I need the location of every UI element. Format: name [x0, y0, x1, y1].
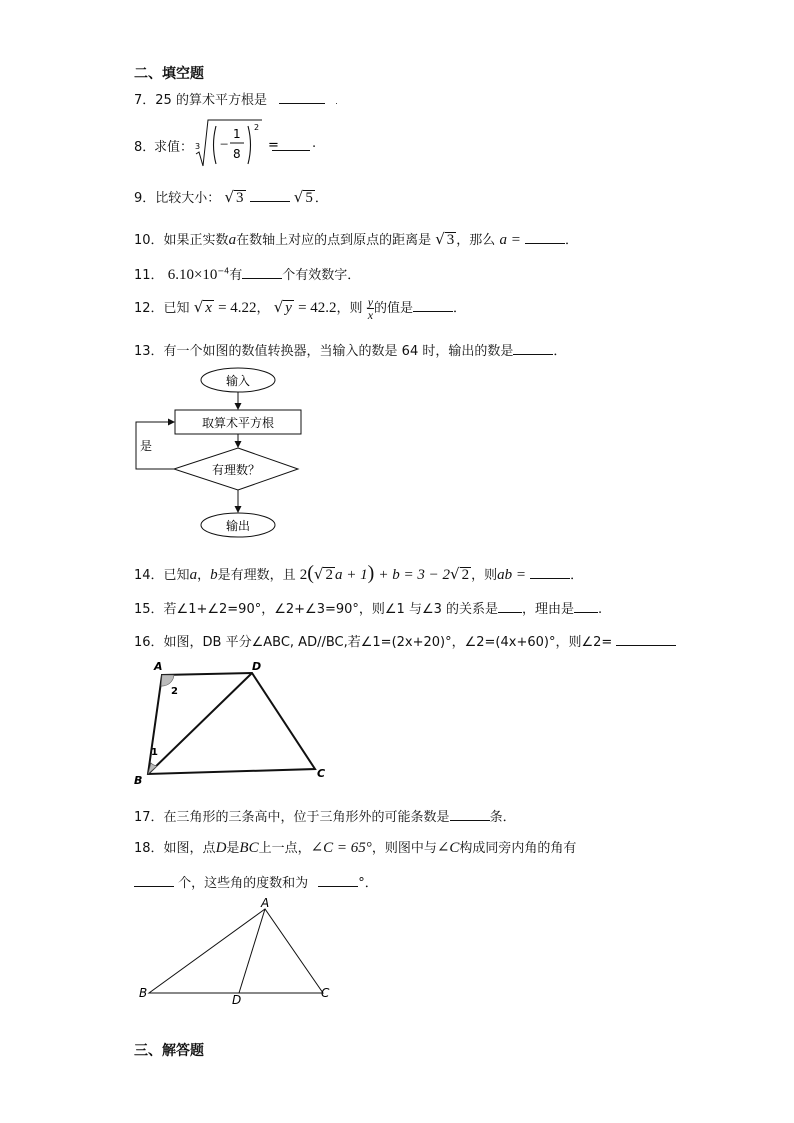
question-number: 16．	[134, 635, 164, 650]
answer-blank	[318, 874, 358, 887]
flowchart-diagram	[130, 365, 310, 545]
question-12: 12．已知 √ x = 4.22， √ y = 42.2，则 $\frac{y}{x}$ 的值是 ．	[134, 295, 467, 322]
equals-sign: =	[268, 138, 279, 153]
triangle-abc	[149, 909, 323, 993]
question-number: 8．	[134, 140, 156, 155]
question-prefix: 比较大小：	[155, 191, 221, 206]
question-15: 15．若∠1+∠2=90°，∠2+∠3=90°，则∠1 与∠3 的关系是 ，理由是 .	[134, 602, 603, 617]
vertex-label-d: D	[232, 993, 242, 1007]
angle-label-1: 1	[151, 747, 158, 758]
section-heading-answer: 三、解答题	[134, 1043, 204, 1059]
question-number: 17．	[134, 810, 164, 825]
question-18	[134, 837, 576, 857]
question-number: 15．	[134, 602, 164, 617]
angle-label-2: 2	[171, 686, 178, 697]
root-index: 3	[195, 142, 201, 151]
question-text: 已知	[163, 568, 190, 583]
fraction-y-over-x: $\frac{y}{x}$	[367, 295, 374, 322]
question-text: 上一点，	[258, 841, 311, 856]
question-text: 有一个如图的数值转换器，当输入的数是 64 时，输出的数是	[163, 344, 514, 359]
expression: ab =	[497, 567, 526, 583]
question-9: 9．比较大小： √ 3 √ 5 ．	[134, 188, 328, 206]
question-text: 个有效数字．	[282, 268, 361, 283]
answer-blank	[574, 600, 598, 613]
sqrt-icon: √	[435, 230, 445, 248]
coefficient: 2	[299, 567, 308, 583]
vertex-label-a: A	[261, 896, 270, 910]
radicand: 3	[446, 232, 455, 248]
vertex-label-d: D	[252, 660, 262, 673]
segment-ad	[239, 909, 265, 993]
question-text: 个，这些角的度数和为	[178, 876, 309, 891]
segment-bc: BC	[239, 840, 259, 856]
question-text: ，那么	[456, 233, 496, 248]
decision-label: 有理数？	[211, 463, 261, 477]
equation: a =	[499, 232, 521, 248]
answer-blank	[272, 138, 310, 151]
question-number: 12．	[134, 301, 164, 316]
question-number: 11．	[134, 268, 164, 283]
radicand-right: 5	[305, 190, 313, 206]
sqrt-icon: √	[293, 188, 304, 206]
equation: = 4.22	[218, 300, 257, 316]
question-number: 18．	[134, 841, 164, 856]
answer-blank	[250, 189, 290, 202]
angle-2-marker	[161, 675, 174, 686]
question-7: 7．25 的算术平方根是 .	[134, 93, 338, 108]
yes-label: 是	[140, 439, 153, 453]
vertex-label-c: C	[321, 986, 330, 1000]
answer-blank	[279, 91, 325, 104]
question-text: 在三角形的三条高中，位于三角形外的可能条数是	[163, 810, 450, 825]
question-text: 是	[226, 841, 240, 856]
radicand-x: x	[205, 300, 212, 316]
radicand: 2	[461, 567, 470, 583]
input-label: 输入	[225, 374, 251, 388]
expression: a + 1	[334, 567, 368, 583]
radicand-left: 3	[236, 190, 244, 206]
question-18-line-2	[134, 872, 378, 891]
diagonal-db	[148, 673, 252, 774]
question-number: 7．	[134, 93, 156, 108]
question-number: 10．	[134, 233, 164, 248]
minus-sign: −	[220, 137, 229, 153]
vertex-label-c: C	[317, 767, 326, 780]
answer-blank	[450, 808, 490, 821]
scientific-base: 6.10×10	[167, 267, 218, 283]
question-text: ，则	[471, 568, 498, 583]
angle-c-value: ∠C = 65°	[310, 840, 372, 856]
question-11	[134, 264, 360, 284]
question-text: 有	[229, 268, 243, 283]
question-text: 的值是	[374, 301, 414, 316]
sqrt-icon: √	[450, 565, 460, 583]
vertex-label-b: B	[139, 986, 148, 1000]
question-17	[134, 806, 516, 825]
process-label: 取算术平方根	[201, 416, 275, 430]
sqrt-icon: √	[193, 298, 204, 316]
question-number: 13．	[134, 344, 164, 359]
question-text: 25 的算术平方根是	[155, 93, 267, 108]
fraction-numerator: 1	[233, 127, 241, 141]
question-number: 14．	[134, 568, 164, 583]
exponent: −4	[217, 266, 230, 276]
answer-blank	[242, 266, 282, 279]
sqrt-icon: √	[313, 565, 324, 583]
expression: + b = 3 − 2	[378, 567, 451, 583]
vertex-label-b: B	[134, 774, 143, 785]
sqrt-icon: √	[273, 298, 284, 316]
fraction-denominator: 8	[233, 147, 241, 161]
question-text: 在数轴上对应的点到原点的距离是	[236, 233, 432, 248]
question-16	[134, 631, 676, 650]
equation: = 42.2	[298, 300, 337, 316]
question-number: 9．	[134, 191, 156, 206]
sqrt-icon: √	[224, 188, 234, 206]
variable-a: a	[228, 232, 237, 248]
question-10: 10．如果正实数a在数轴上对应的点到原点的距离是 √ 3 ，那么 a = ．	[134, 230, 578, 248]
answer-blank	[413, 299, 453, 312]
variable-b: b	[210, 567, 218, 583]
question-text: 如图，点	[163, 841, 216, 856]
section-heading-fill-in: 二、填空题	[134, 66, 204, 82]
question-text: ，理由是	[522, 602, 575, 617]
answer-blank	[134, 874, 174, 887]
radicand: 2	[325, 567, 333, 583]
question-text: ，则图中与	[371, 841, 437, 856]
triangle-figure	[135, 895, 345, 1010]
output-label: 输出	[225, 519, 251, 533]
radicand-y: y	[285, 300, 292, 316]
variable-a: a	[189, 567, 198, 583]
question-text: 若∠1+∠2=90°，∠2+∠3=90°，则∠1 与∠3 的关系是	[163, 602, 499, 617]
exponent: 2	[254, 123, 260, 132]
question-14: 14．已知a，b是有理数，且 2(√ 2 a + 1) + b = 3 − 2√ 2 ，则ab = ．	[134, 562, 584, 584]
answer-blank	[513, 342, 553, 355]
trapezoid-figure	[130, 655, 340, 785]
point-d: D	[215, 840, 227, 856]
question-text: 构成同旁内角的角有	[459, 841, 577, 856]
question-text: ，则	[336, 301, 363, 316]
question-text: 是有理数，且	[217, 568, 296, 583]
answer-blank	[498, 600, 522, 613]
question-text: 已知	[163, 301, 190, 316]
question-text: 如果正实数	[163, 233, 229, 248]
question-13: 13．有一个如图的数值转换器，当输入的数是 64 时，输出的数是 ．	[134, 344, 567, 359]
vertex-label-a: A	[154, 660, 163, 673]
question-text: °．	[358, 876, 378, 891]
answer-blank	[530, 566, 570, 579]
question-prefix: 求值：	[154, 140, 194, 155]
answer-blank	[616, 633, 676, 646]
question-text: 如图，DB 平分∠ABC, AD//BC,若∠1=(2x+20)°，∠2=(4x+60)°，则∠2=	[163, 635, 613, 650]
question-text: 条．	[489, 810, 516, 825]
answer-blank	[525, 231, 565, 244]
angle-c: ∠C	[436, 840, 460, 856]
